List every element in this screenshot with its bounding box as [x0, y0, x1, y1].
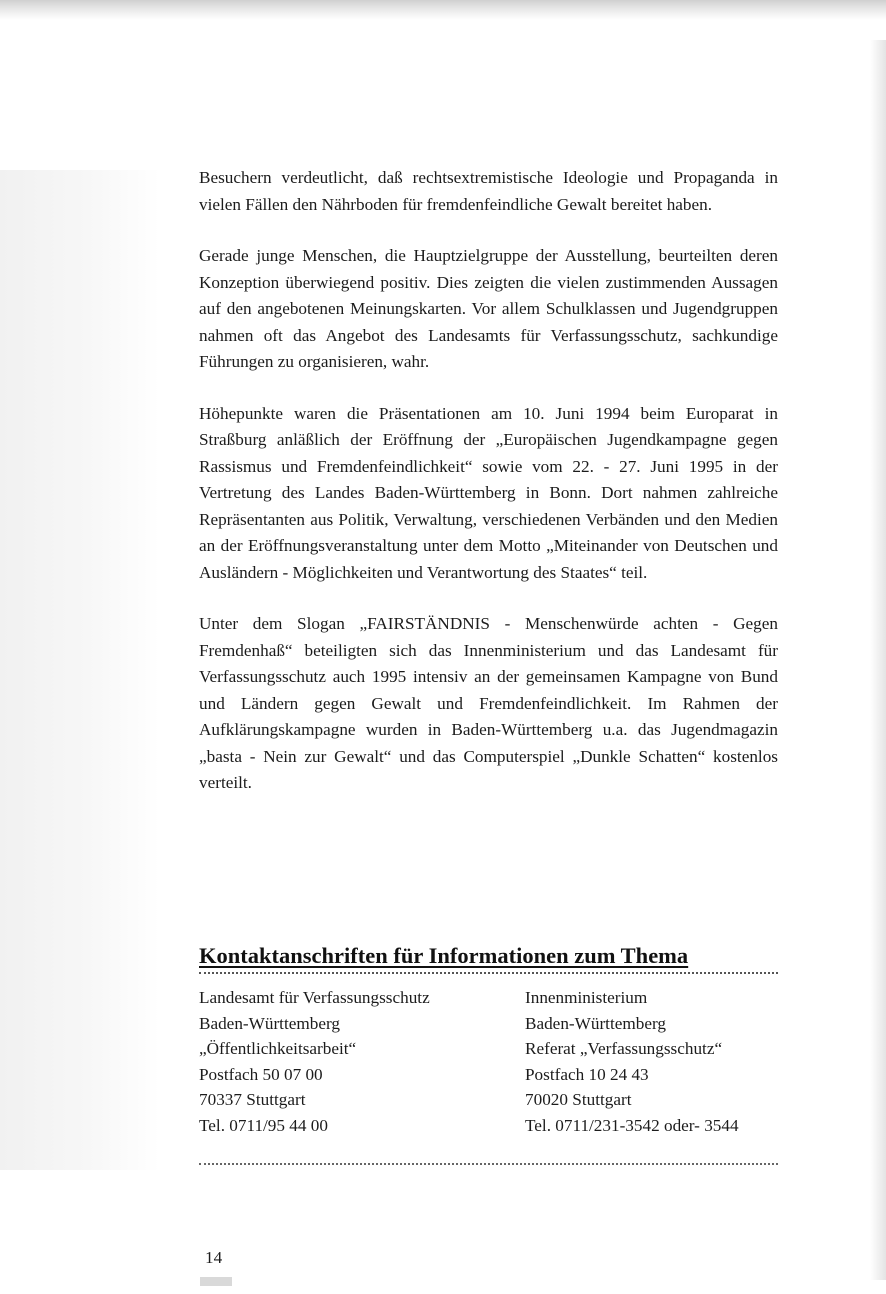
paragraph-4: Unter dem Slogan „FAIRSTÄNDNIS - Menschenwürde achten - Gegen Fremdenhaß“ beteiligten sich das Innenministerium und das Landesamt für Verfassungsschutz auch 1995 intensiv an der gemeinsamen Kampagne von Bund und Ländern gegen Gewalt und Fremdenfeindlichkeit. Im Rahmen der Aufklärungskampagne wurden in Baden-Württemberg u.a. das Jugendmagazin „basta - Nein zur Gewalt“ und das Computerspiel „Dunkle Schatten“ kostenlos verteilt. [199, 614, 778, 792]
paragraph-3: Höhepunkte waren die Präsentationen am 10. Juni 1994 beim Europarat in Straßburg anläßlich der Eröffnung der „Europäischen Jugendkampagne gegen Rassismus und Fremdenfeindlichkeit“ sowie vom 22. - 27. Juni 1995 in der Vertretung des Landes Baden-Württemberg in Bonn. Dort nahmen zahlreiche Repräsentanten aus Politik, Verwaltung, verschiedenen Verbänden und den Medien an der Eröffnungsveranstaltung unter dem Motto „Miteinander von Deutschen und Ausländern - Möglichkeiten und Verantwortung des Staates“ teil. [199, 403, 778, 582]
contact-postbox: Postfach 10 24 43 [525, 1064, 649, 1084]
contact-phone: Tel. 0711/231-3542 oder- 3544 [525, 1115, 739, 1135]
contact-city: 70020 Stuttgart [525, 1090, 632, 1109]
scan-edge-right [870, 40, 886, 1280]
contact-postbox: Postfach 50 07 00 [199, 1064, 323, 1084]
contact-department: „Öffentlichkeitsarbeit“ [199, 1039, 357, 1058]
scan-edge-top [0, 0, 886, 20]
scan-shadow-left [0, 170, 160, 1170]
contact-city: 70337 Stuttgart [199, 1090, 306, 1109]
contact-address-lfv [199, 985, 430, 1138]
contact-org: Landesamt für Verfassungsschutz [199, 988, 430, 1007]
contact-state: Baden-Württemberg [199, 1013, 340, 1033]
page-number: 14 [205, 1248, 223, 1267]
contact-phone: Tel. 0711/95 44 00 [199, 1115, 328, 1135]
contact-address-ministry [525, 985, 739, 1138]
paragraph-1: Besuchern verdeutlicht, daß rechtsextremistische Ideologie und Propaganda in vielen Fällen den Nährboden für fremdenfeindliche Gewalt bereitet haben. [199, 168, 778, 214]
contacts-heading: Kontaktanschriften für Informationen zum Thema [199, 942, 778, 974]
contact-department: Referat „Verfassungsschutz“ [525, 1039, 723, 1058]
scan-mark [200, 1277, 232, 1286]
dotted-divider [199, 1163, 778, 1165]
contact-state: Baden-Württemberg [525, 1013, 666, 1033]
body-text [199, 165, 778, 797]
paragraph-2: Gerade junge Menschen, die Hauptzielgruppe der Ausstellung, beurteilten deren Konzeption überwiegend positiv. Dies zeigten die vielen zustimmenden Aussagen auf den angebotenen Meinungskarten. Vor allem Schulklassen und Jugendgruppen nahmen oft das Angebot des Landesamts für Verfassungsschutz, sachkundige Führungen zu organisieren, wahr. [199, 246, 778, 371]
contact-org: Innenministerium [525, 988, 648, 1007]
